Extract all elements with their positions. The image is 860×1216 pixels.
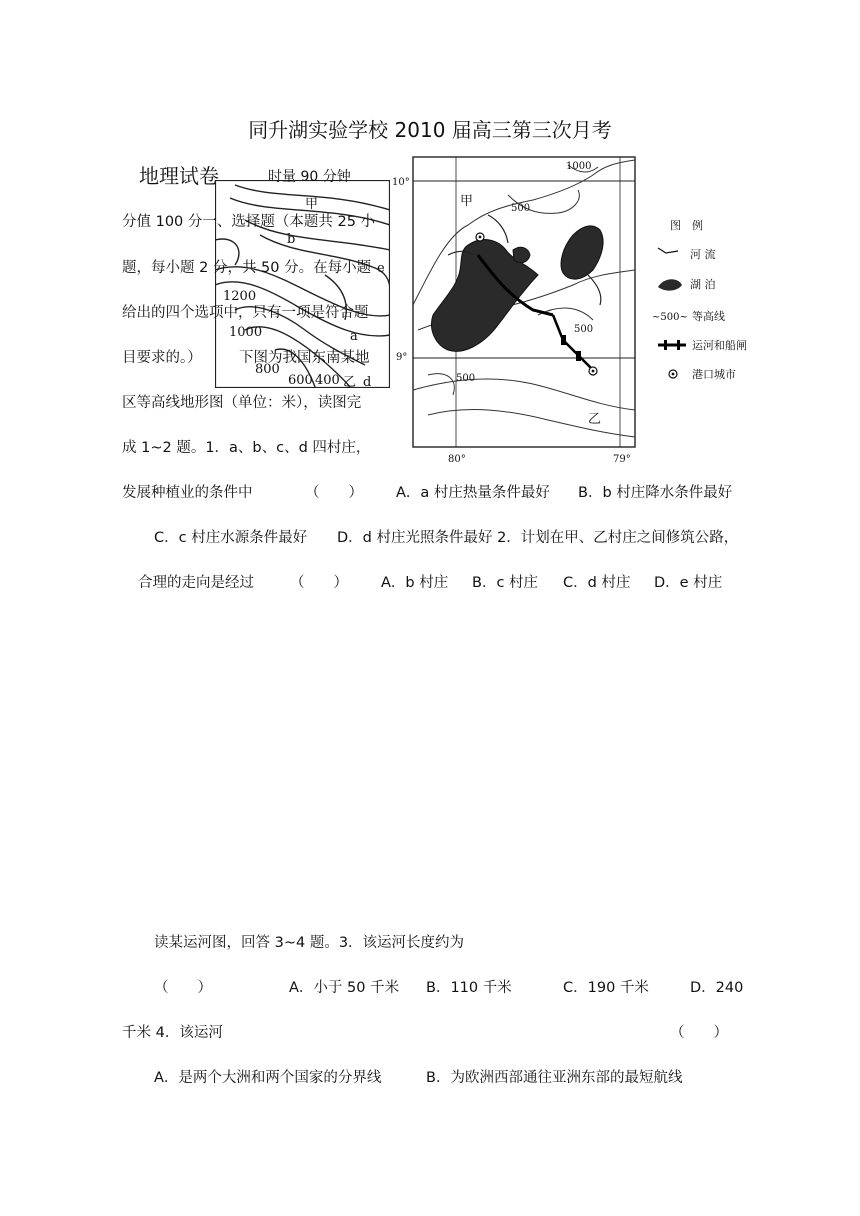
legend-lake-label: 湖 泊 [690,278,716,291]
q2-answer-paren: （ ） [290,575,348,591]
legend-title: 图 例 [670,219,703,232]
contour-label-1000: 1000 [229,325,263,340]
contour-label-400: 400 [315,373,340,388]
legend-river-label: 河 流 [690,248,716,261]
legend-port-label: 港口城市 [692,368,736,381]
text-line: 分值 100 分一、选择题（本题共 25 小 [122,214,376,230]
text-line: 成 1~2 题。1．a、b、c、d 四村庄， [122,440,371,456]
contour-label-e: e [377,261,385,276]
contour-label-a: a [350,329,358,344]
q1-option-b: B．b 村庄降水条件最好 [578,485,733,501]
q1-option-a: A．a 村庄热量条件最好 [396,485,550,501]
text-line: 给出的四个选项中，只有一项是符合题 [122,305,369,321]
legend-contour-label: 等高线 [692,310,725,323]
contour-label-800: 800 [255,362,280,377]
q2-stem: 合理的走向是经过 [138,575,254,591]
time-label: 时量 90 分钟 [268,169,351,185]
q2-option-c: C．d 村庄 [563,575,631,591]
page-title: 同升湖实验学校 2010 届高三第三次月考 [248,118,612,142]
q3-answer-paren: （ ） [154,980,212,996]
lat-10-label: 10° [392,177,410,188]
text-line: 区等高线地形图（单位：米），读图完 [122,395,362,411]
lon-80-label: 80° [448,454,466,465]
text-line: 题，每小题 2 分，共 50 分。在每小题 [122,260,372,276]
legend-canal-label: 运河和船闸 [692,339,747,352]
q1-option-d-q2: D．d 村庄光照条件最好 2．计划在甲、乙村庄之间修筑公路， [337,530,739,546]
text-line: 目要求的。） [122,350,202,366]
lon-79-label: 79° [613,454,631,465]
map-label-yi: 乙 [588,412,602,427]
contour-value-1000: 1000 [566,161,592,172]
contour-label-d: d [363,375,372,388]
lat-9-label: 9° [396,352,408,363]
q1-answer-paren: （ ） [305,485,363,501]
contour-value-500: 500 [511,203,531,214]
text-line: 下图为我国东南某地 [239,350,370,366]
q4-answer-paren: （ ） [670,1025,728,1041]
q4-option-a: A．是两个大洲和两个国家的分界线 [154,1070,382,1086]
contour-label-jia: 甲 [305,197,319,212]
contour-label-b: b [287,232,296,247]
q3-option-a: A．小于 50 千米 [289,980,400,996]
canal-map [388,155,760,467]
q4-option-b: B．为欧洲西部通往亚洲东部的最短航线 [426,1070,683,1086]
q3-option-c: C．190 千米 [563,980,649,996]
exam-subject: 地理试卷 [139,164,219,188]
legend-contour-sample: ~500~ [652,312,688,323]
contour-label-600: 600 [288,373,313,388]
legend-lake [658,277,716,291]
q3-option-d: D．240 [690,980,744,996]
contour-label-1200: 1200 [223,289,257,304]
q2-option-d: D．e 村庄 [654,575,723,591]
section2-intro: 读某运河图，回答 3~4 题。3．该运河长度约为 [154,935,465,951]
q1-option-c: C．c 村庄水源条件最好 [154,530,308,546]
legend-port [669,367,736,381]
contour-value-500: 500 [574,324,594,335]
contour-label-yi: 乙 [343,375,357,388]
legend-canal [658,338,747,352]
q1-stem: 发展种植业的条件中 [122,485,253,501]
q3-d-cont-q4-stem: 千米 4．该运河 [122,1025,223,1041]
legend-contour [652,309,725,323]
q2-option-b: B．c 村庄 [472,575,539,591]
q2-option-a: A．b 村庄 [381,575,449,591]
contour-value-500: 500 [456,373,476,384]
q3-option-b: B．110 千米 [426,980,512,996]
map-label-jia: 甲 [460,194,474,209]
legend-river [658,247,716,261]
